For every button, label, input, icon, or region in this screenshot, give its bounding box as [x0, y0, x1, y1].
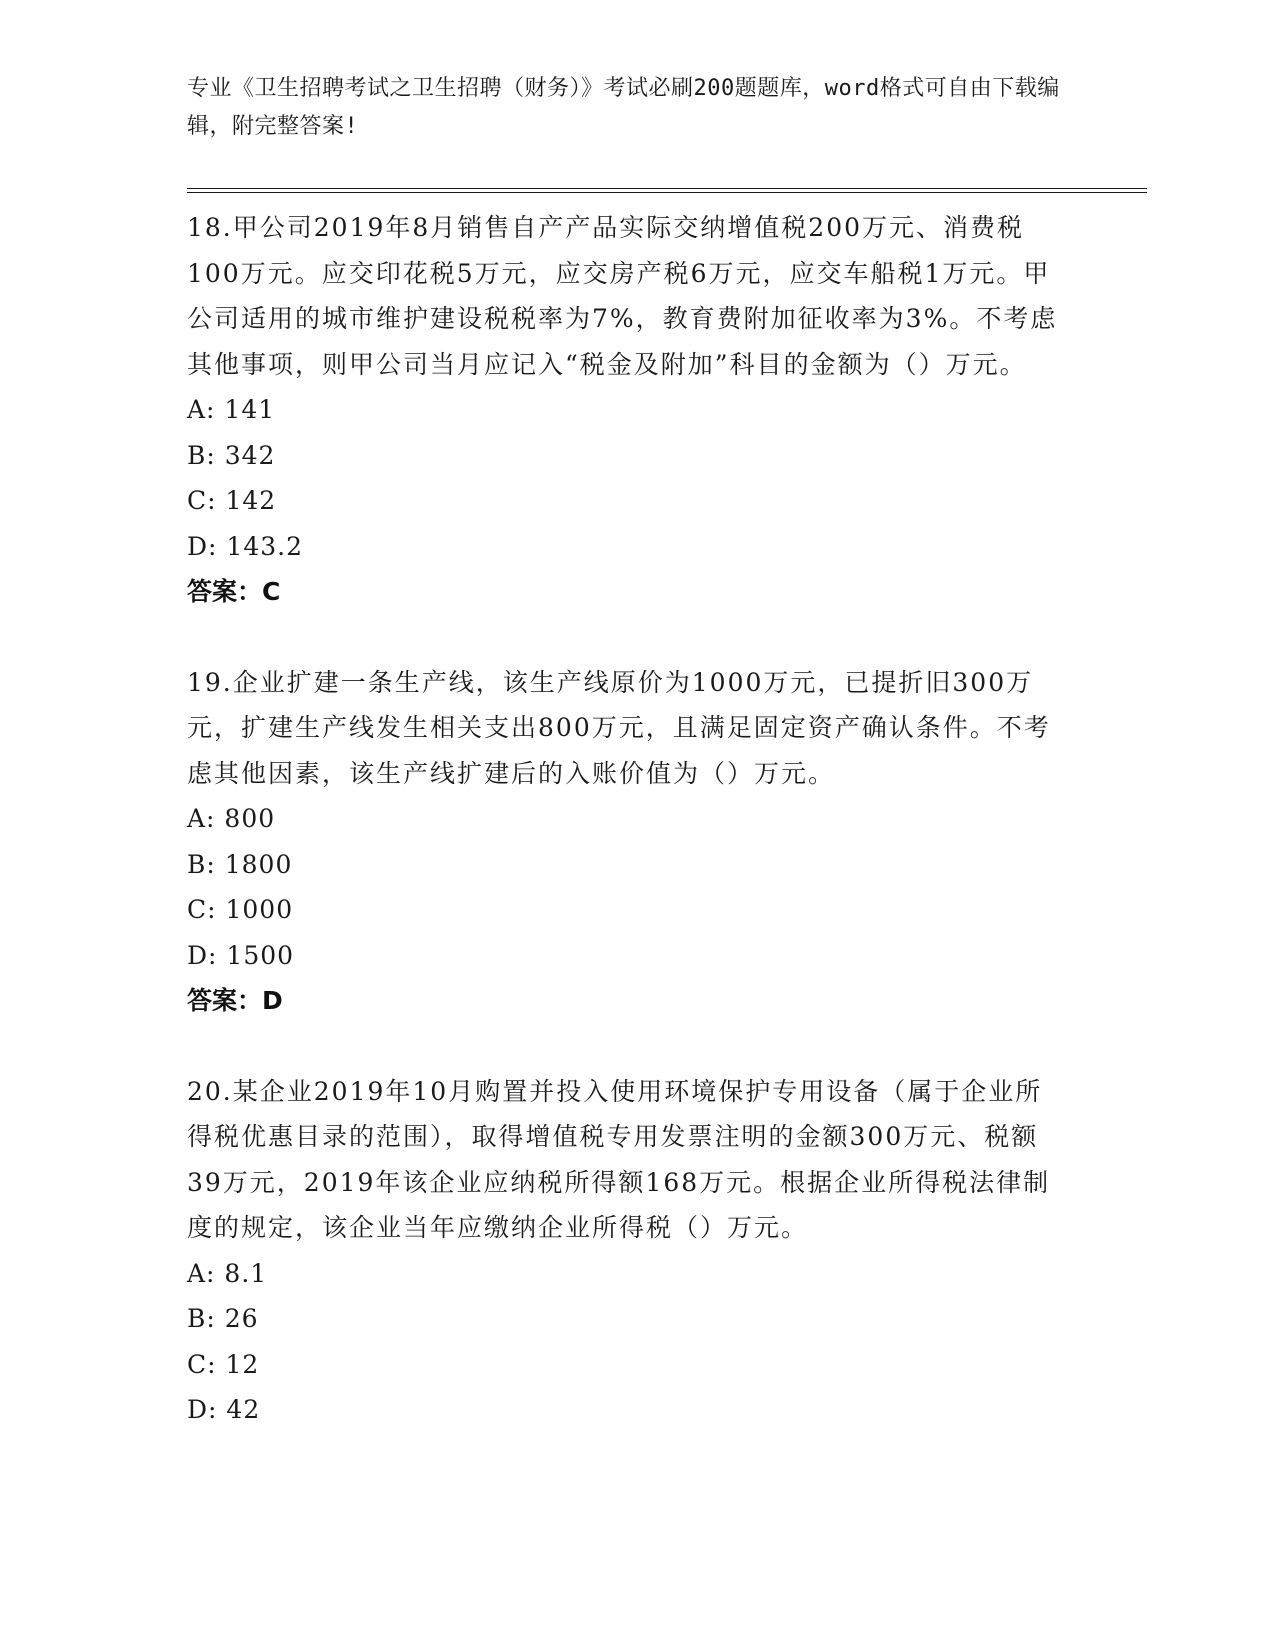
- question-text: 20.某企业2019年10月购置并投入使用环境保护专用设备（属于企业所得税优惠目录的范围），取得增值税专用发票注明的金额300万元、税额39万元，2019年该企业应纳税所得额168万元。根据企业所得税法律制度的规定，该企业当年应缴纳企业所得税（）万元。: [187, 1076, 1051, 1242]
- option-d: D: 1500: [187, 940, 295, 970]
- option-c: C: 12: [187, 1349, 260, 1379]
- option-a: A: 800: [187, 804, 276, 833]
- question-19: [187, 660, 1147, 1024]
- option-a: A: 8.1: [187, 1258, 268, 1288]
- question-text: 18.甲公司2019年8月销售自产产品实际交纳增值税200万元、消费税100万元。应交印花税5万元，应交房产税6万元，应交车船税1万元。甲公司适用的城市维护建设税税率为7%，教育费附加征收率为3%。不考虑其他事项，则甲公司当月应记入“税金及附加”科目的金额为（）万元。: [187, 213, 1058, 379]
- option-d: D: 143.2: [187, 531, 303, 561]
- answer-line: 答案：C: [187, 577, 281, 606]
- option-c: C: 142: [187, 486, 277, 515]
- option-c: C: 1000: [187, 895, 294, 924]
- question-20: [187, 1069, 1147, 1433]
- option-b: B: 26: [187, 1304, 259, 1333]
- header-divider: [187, 188, 1147, 193]
- question-text: 19.企业扩建一条生产线，该生产线原价为1000万元，已提折旧300万元，扩建生产线发生相关支出800万元，且满足固定资产确认条件。不考虑其他因素，该生产线扩建后的入账价值为（）万元。: [187, 667, 1051, 788]
- question-18: [187, 205, 1147, 615]
- option-d: D: 42: [187, 1395, 261, 1424]
- answer-line: 答案：D: [187, 986, 283, 1015]
- document-header: 专业《卫生招聘考试之卫生招聘（财务）》考试必刷200题题库，word格式可自由下载编辑，附完整答案!: [187, 76, 1060, 139]
- document-page: [187, 70, 1147, 1433]
- option-b: B: 1800: [187, 849, 293, 879]
- option-a: A: 141: [187, 395, 276, 424]
- option-b: B: 342: [187, 440, 276, 470]
